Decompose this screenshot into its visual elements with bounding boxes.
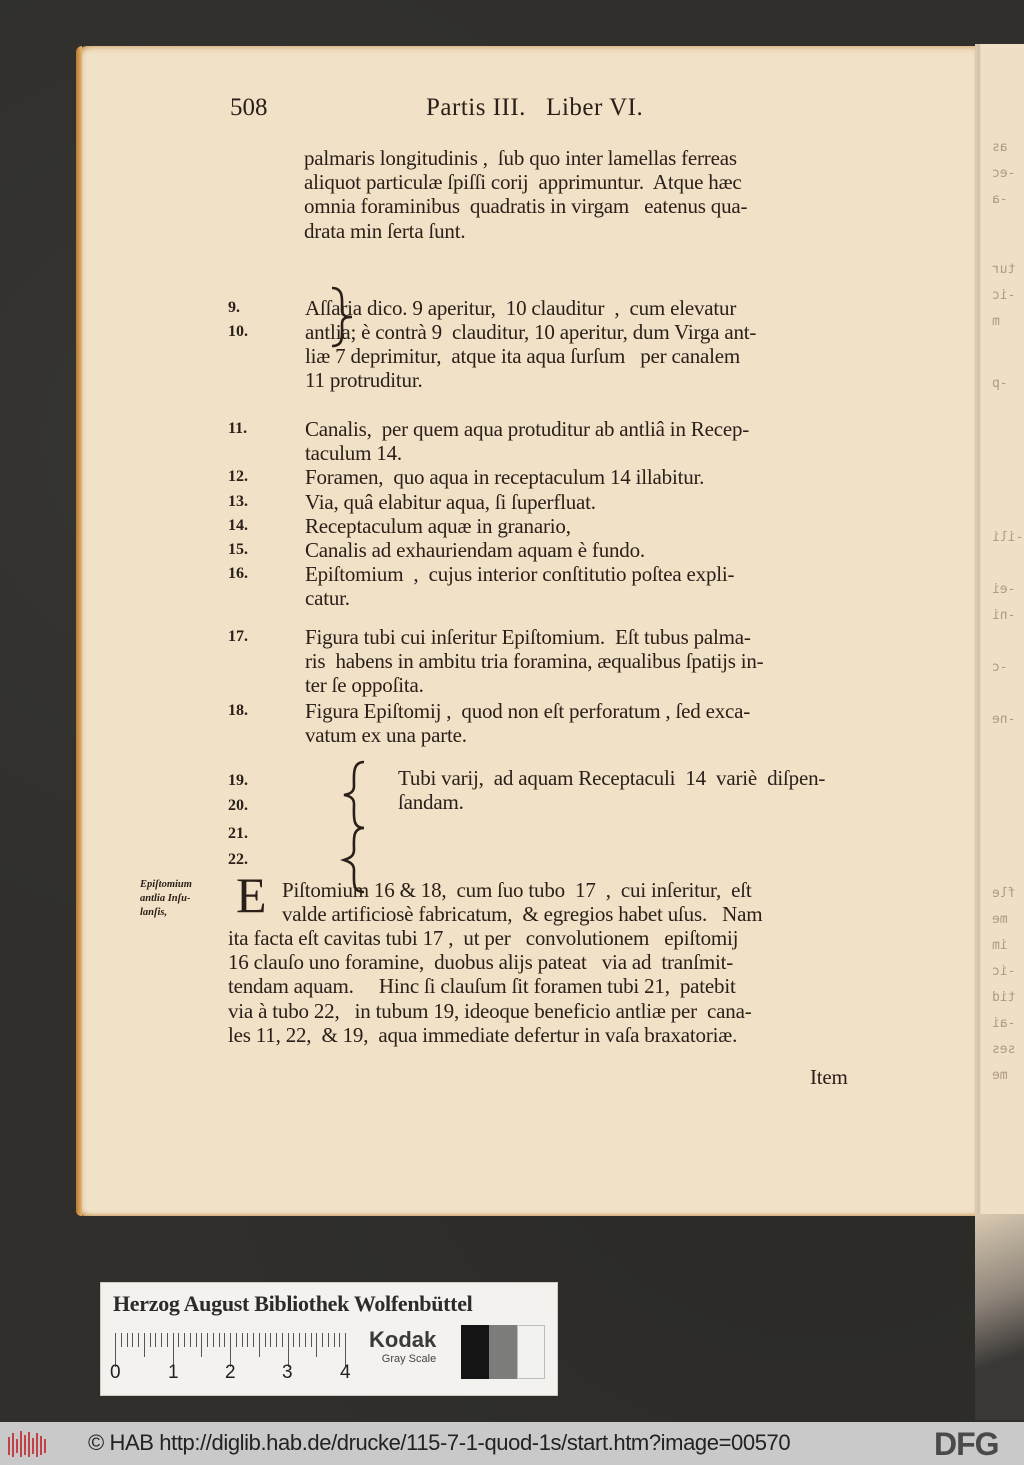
text-line: Epiſtomium , cujus interior conſtitutio poſtea expli- xyxy=(305,562,735,586)
bleed-fragment: tid xyxy=(992,990,1016,1005)
legend-number: 18. xyxy=(228,702,248,719)
text-line: omnia foraminibus quadratis in virgam eatenus qua- xyxy=(304,194,748,219)
paragraph-body xyxy=(228,926,866,1047)
legend-number: 16. xyxy=(228,565,248,582)
margin-note xyxy=(140,878,220,920)
bleed-fragment: fle xyxy=(992,886,1016,901)
ruler-tick xyxy=(196,1333,197,1347)
paragraph-opening xyxy=(282,878,866,926)
text-line: Tubi varij, ad aquam Receptaculi 14 variè diſpen- xyxy=(398,766,826,790)
bleed-fragment: me xyxy=(992,1068,1008,1083)
text-line: via à tubo 22, in tubum 19, ideoque beneficio antliæ per cana- xyxy=(228,998,752,1023)
text-line: 16 clauſo uno foramine, duobus alijs pateat via ad tranſmit- xyxy=(228,950,734,975)
ruler-tick xyxy=(121,1333,122,1347)
ruler-tick xyxy=(207,1333,208,1347)
bleed-fragment: -ili xyxy=(992,530,1024,545)
ruler-tick xyxy=(253,1333,254,1347)
catchword: Item xyxy=(810,1065,848,1089)
legend-number: 11. xyxy=(228,420,248,437)
ruler-tick xyxy=(190,1333,191,1347)
ruler-tick xyxy=(311,1333,312,1347)
ruler-tick xyxy=(167,1333,168,1347)
ruler-tick xyxy=(184,1333,185,1347)
bleed-fragment: me xyxy=(992,912,1008,927)
bleed-fragment: im xyxy=(992,938,1008,953)
legend-number: 9. xyxy=(228,299,240,316)
ruler-tick xyxy=(161,1333,162,1347)
text-line: ris habens in ambitu tria foramina, æqualibus ſpatijs in- xyxy=(305,649,764,674)
bleed-fragment: -p xyxy=(992,376,1008,391)
legend-number: 17. xyxy=(228,628,248,645)
bleed-fragment: -ne xyxy=(992,712,1016,727)
ruler-tick xyxy=(150,1333,151,1347)
legend-number: 10. xyxy=(228,323,248,340)
page-number: 508 xyxy=(230,94,268,121)
text-line: Aſſaria dico. 9 aperitur, 10 clauditur , cum elevatur xyxy=(305,296,737,320)
text-line: liæ 7 deprimitur, atque ita aqua ſurſum per canalem xyxy=(305,344,741,369)
text-line: taculum 14. xyxy=(305,441,402,466)
text-line: Foramen, quo aqua in receptaculum 14 illabitur. xyxy=(305,465,705,489)
text-line: ter ſe oppoſita. xyxy=(305,673,424,698)
ruler-tick xyxy=(270,1333,271,1347)
swatch-white xyxy=(517,1325,545,1379)
swatch-black xyxy=(461,1325,489,1379)
ruler-tick xyxy=(224,1333,225,1347)
text-line: 11 protruditur. xyxy=(305,368,423,393)
legend-entry xyxy=(305,562,865,610)
ruler-tick xyxy=(127,1333,128,1347)
legend-entry xyxy=(305,699,865,747)
text-line: catur. xyxy=(305,586,350,611)
text-line: vatum ex una parte. xyxy=(305,723,467,748)
bleed-fragment: -ic xyxy=(992,288,1016,303)
legend-entry xyxy=(305,538,865,562)
legend-number: 22. xyxy=(228,851,248,868)
margin-note-line: Epiſtomium xyxy=(140,879,192,890)
ruler-tick xyxy=(247,1333,248,1347)
text-line: aliquot particulæ ſpiſſi corij apprimuntur. Atque hæc xyxy=(304,170,742,195)
bleed-fragment: -ic xyxy=(992,964,1016,979)
bleed-fragment: -a xyxy=(992,192,1008,207)
text-line: tendam aquam. Hinc ſi clauſum ſit foramen tubi 21, patebit xyxy=(228,974,736,999)
legend-number: 15. xyxy=(228,541,248,558)
brace-19-20-icon xyxy=(340,760,370,830)
text-line: Canalis, per quem aqua protuditur ab antliâ in Recep- xyxy=(305,417,750,441)
legend-entry xyxy=(305,514,865,538)
text-line: ſandam. xyxy=(398,790,464,815)
running-header xyxy=(230,94,700,124)
ruler-number: 3 xyxy=(282,1362,293,1383)
ruler-tick xyxy=(265,1333,266,1347)
source-link[interactable]: © HAB http://diglib.hab.de/drucke/115-7-1-quod-1s/start.htm?image=00570 xyxy=(88,1430,791,1455)
text-line: Canalis ad exhauriendam aquam è fundo. xyxy=(305,538,645,562)
bleed-fragment: as xyxy=(992,140,1008,155)
legend-number: 13. xyxy=(228,493,248,510)
gray-scale-label: Gray Scale xyxy=(381,1353,437,1365)
text-line: les 11, 22, & 19, aqua immediate defertur in vaſa braxatoriæ. xyxy=(228,1022,738,1047)
legend-entry xyxy=(305,625,865,698)
swatch-gray xyxy=(489,1325,517,1379)
legend-number: 14. xyxy=(228,517,248,534)
brace-9-10-icon xyxy=(328,286,358,348)
legend-entry xyxy=(305,320,865,393)
bleed-fragment: ses xyxy=(992,1042,1016,1057)
legend-number: 21. xyxy=(228,825,248,842)
ruler-tick xyxy=(201,1333,202,1357)
bleed-fragment: -c xyxy=(992,660,1008,675)
ruler-number: 2 xyxy=(225,1362,236,1383)
footer-bar xyxy=(0,1422,1024,1465)
drop-cap: E xyxy=(236,867,267,923)
text-line: antlia; è contrà 9 clauditur, 10 aperitur, dum Virga ant- xyxy=(305,320,757,344)
legend-number: 19. xyxy=(228,772,248,789)
ruler-tick xyxy=(236,1333,237,1347)
text-line: Via, quâ elabitur aqua, ſi ſuperfluat. xyxy=(305,490,596,514)
tubes-entry xyxy=(398,766,868,814)
gutter xyxy=(978,44,982,1214)
dfg-logo: DFG xyxy=(934,1426,999,1462)
ruler-tick xyxy=(178,1333,179,1347)
legend-number: 20. xyxy=(228,797,248,814)
ruler-tick xyxy=(155,1333,156,1347)
text-line: Receptaculum aquæ in granario, xyxy=(305,514,571,538)
ruler-tick xyxy=(328,1333,329,1347)
text-line: Figura Epiſtomij , quod non eſt perforatum , ſed exca- xyxy=(305,699,751,723)
ruler-tick xyxy=(322,1333,323,1347)
intro-text xyxy=(304,146,866,243)
margin-note-line: antlia Inſu- xyxy=(140,893,191,904)
ruler-tick xyxy=(334,1333,335,1347)
ruler-tick xyxy=(242,1333,243,1347)
margin-note-line: lanſis, xyxy=(140,907,168,918)
ruler-tick xyxy=(299,1333,300,1347)
text-line: Figura tubi cui inſeritur Epiſtomium. Eſt tubus palma- xyxy=(305,625,751,649)
ruler-tick xyxy=(138,1333,139,1347)
library-name: Herzog August Bibliothek Wolfenbüttel xyxy=(113,1291,473,1316)
ruler-tick xyxy=(259,1333,260,1357)
ruler-tick xyxy=(276,1333,277,1347)
ruler-tick xyxy=(305,1333,306,1347)
legend-entry xyxy=(305,417,865,465)
bleed-fragment: -ec xyxy=(992,166,1016,181)
facing-page-edge xyxy=(975,44,1024,1214)
bleed-fragment: -ni xyxy=(992,608,1016,623)
facing-page-shadow xyxy=(975,1214,1024,1420)
text-line: Piſtomium 16 & 18, cum ſuo tubo 17 , cui inſeritur, eſt xyxy=(282,878,752,902)
ruler-tick xyxy=(213,1333,214,1347)
ruler-number: 4 xyxy=(340,1362,351,1383)
ruler-number: 0 xyxy=(110,1362,121,1383)
text-line: valde artificiosè fabricatum, & egregios habet uſus. Nam xyxy=(282,902,763,927)
legend-number: 12. xyxy=(228,468,248,485)
text-line: palmaris longitudinis , ſub quo inter lamellas ferreas xyxy=(304,146,737,170)
ruler-number: 1 xyxy=(168,1362,179,1383)
kodak-logo: Kodak xyxy=(369,1327,437,1352)
ruler-tick xyxy=(339,1333,340,1347)
bleed-fragment: tur xyxy=(992,262,1016,277)
ruler-tick xyxy=(132,1333,133,1347)
legend-entry xyxy=(305,465,865,489)
running-title: Partis III. Liber VI. xyxy=(426,94,644,121)
bleed-fragment: m xyxy=(992,314,1000,329)
ruler-tick xyxy=(293,1333,294,1347)
text-line: drata min ſerta ſunt. xyxy=(304,218,466,243)
legend-entry xyxy=(305,490,865,514)
legend-entry xyxy=(305,296,865,320)
hab-logo-icon xyxy=(6,1429,48,1459)
ruler-tick xyxy=(219,1333,220,1347)
ruler-tick xyxy=(282,1333,283,1347)
bleed-fragment: -ai xyxy=(992,1016,1016,1031)
ruler-tick xyxy=(316,1333,317,1357)
text-line: ita facta eſt cavitas tubi 17 , ut per convolutionem epiſtomij xyxy=(228,926,739,950)
bleed-fragment: -ei xyxy=(992,582,1016,597)
ruler-tick xyxy=(144,1333,145,1357)
